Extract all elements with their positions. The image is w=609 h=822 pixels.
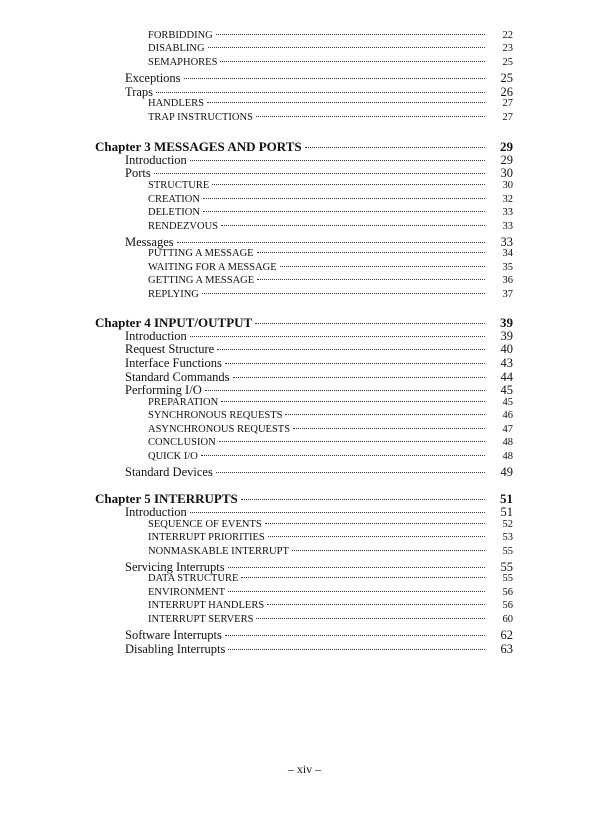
entry-title: Software Interrupts [125, 628, 222, 642]
entry-page-number: 22 [502, 30, 513, 41]
entry-page-number: 52 [502, 519, 513, 530]
page-number-footer: – xiv – [287, 762, 322, 776]
dot-leader [216, 472, 485, 473]
subsection-entry [148, 532, 513, 543]
entry-page-number: 25 [500, 71, 513, 85]
dot-leader [293, 428, 485, 429]
section-entry [125, 505, 513, 520]
section-entry [125, 356, 513, 371]
entry-page-number: 33 [500, 235, 513, 249]
entry-page-number: 62 [500, 628, 513, 642]
entry-page-number: 45 [500, 383, 513, 397]
entry-title: DATA STRUCTURE [148, 573, 239, 584]
dot-leader [207, 102, 485, 103]
dot-leader [268, 536, 485, 537]
entry-title: Messages [125, 235, 174, 249]
entry-page-number: 32 [502, 194, 513, 205]
entry-page-number: 40 [500, 342, 513, 356]
dot-leader [219, 441, 485, 442]
subsection-entry [148, 180, 513, 191]
entry-title: Interface Functions [125, 356, 222, 370]
dot-leader [225, 363, 485, 364]
section-entry [125, 342, 513, 357]
entry-title: Traps [125, 85, 154, 99]
entry-page-number: 39 [500, 315, 513, 330]
entry-page-number: 36 [502, 275, 513, 286]
dot-leader [201, 455, 485, 456]
entry-title: SYNCHRONOUS REQUESTS [148, 410, 283, 421]
entry-page-number: 37 [502, 289, 513, 300]
entry-title: TRAP INSTRUCTIONS [148, 112, 253, 123]
dot-leader [292, 550, 485, 551]
subsection-entry [148, 194, 513, 205]
entry-page-number: 60 [502, 614, 513, 625]
entry-title: SEMAPHORES [148, 57, 218, 68]
dot-leader [190, 160, 485, 161]
section-entry [125, 383, 513, 398]
entry-title: STRUCTURE [148, 180, 210, 191]
dot-leader [285, 414, 485, 415]
dot-leader [205, 390, 485, 391]
dot-leader [256, 618, 485, 619]
entry-title: Performing I/O [125, 383, 202, 397]
entry-title: QUICK I/O [148, 451, 198, 462]
dot-leader [212, 184, 485, 185]
dot-leader [305, 147, 485, 148]
entry-title: INTERRUPT SERVERS [148, 614, 254, 625]
dot-leader [256, 116, 485, 117]
dot-leader [220, 61, 485, 62]
dot-leader [267, 604, 485, 605]
subsection-entry [148, 207, 513, 218]
dot-leader [228, 567, 485, 568]
entry-page-number: 63 [500, 642, 513, 656]
entry-title: Servicing Interrupts [125, 560, 225, 574]
section-entry [125, 628, 513, 643]
subsection-entry [148, 546, 513, 557]
subsection-entry [148, 397, 513, 408]
entry-title: Chapter 5 INTERRUPTS [95, 491, 238, 506]
subsection-entry [148, 289, 513, 300]
entry-page-number: 43 [500, 356, 513, 370]
entry-title: RENDEZVOUS [148, 221, 218, 232]
entry-title: WAITING FOR A MESSAGE [148, 262, 277, 273]
entry-title: INTERRUPT PRIORITIES [148, 532, 265, 543]
entry-title: Chapter 4 INPUT/OUTPUT [95, 315, 253, 330]
entry-page-number: 23 [502, 43, 513, 54]
entry-page-number: 30 [500, 166, 513, 180]
entry-page-number: 47 [502, 424, 513, 435]
entry-page-number: 29 [500, 153, 513, 167]
entry-title: ENVIRONMENT [148, 587, 225, 598]
subsection-entry [148, 262, 513, 273]
subsection-entry [148, 410, 513, 421]
entry-page-number: 51 [500, 491, 513, 506]
entry-title: Disabling Interrupts [125, 642, 226, 656]
dot-leader [241, 499, 485, 500]
entry-title: Exceptions [125, 71, 181, 85]
entry-page-number: 26 [500, 85, 513, 99]
entry-title: INTERRUPT HANDLERS [148, 600, 265, 611]
dot-leader [208, 47, 485, 48]
dot-leader [241, 577, 485, 578]
entry-title: DELETION [148, 207, 200, 218]
entry-title: HANDLERS [148, 98, 205, 109]
entry-title: SEQUENCE OF EVENTS [148, 519, 262, 530]
entry-page-number: 55 [502, 573, 513, 584]
dot-leader [265, 523, 485, 524]
subsection-entry [148, 43, 513, 54]
section-entry [125, 642, 513, 657]
dot-leader [280, 266, 485, 267]
subsection-entry [148, 221, 513, 232]
section-entry [125, 71, 513, 86]
entry-page-number: 46 [502, 410, 513, 421]
entry-page-number: 56 [502, 600, 513, 611]
dot-leader [190, 512, 485, 513]
entry-title: ASYNCHRONOUS REQUESTS [148, 424, 291, 435]
entry-title: PREPARATION [148, 397, 219, 408]
dot-leader [233, 377, 485, 378]
subsection-entry [148, 112, 513, 123]
entry-page-number: 56 [502, 587, 513, 598]
dot-leader [228, 649, 485, 650]
entry-page-number: 51 [500, 505, 513, 519]
entry-title: CONCLUSION [148, 437, 216, 448]
entry-page-number: 33 [502, 207, 513, 218]
subsection-entry [148, 519, 513, 530]
subsection-entry [148, 451, 513, 462]
subsection-entry [148, 573, 513, 584]
subsection-entry [148, 614, 513, 625]
entry-page-number: 33 [502, 221, 513, 232]
section-entry [125, 166, 513, 181]
dot-leader [257, 279, 485, 280]
dot-leader [217, 349, 485, 350]
dot-leader [190, 336, 485, 337]
entry-page-number: 55 [500, 560, 513, 574]
subsection-entry [148, 437, 513, 448]
entry-title: CREATION [148, 194, 200, 205]
entry-title: PUTTING A MESSAGE [148, 248, 254, 259]
subsection-entry [148, 248, 513, 259]
entry-title: Standard Devices [125, 465, 213, 479]
entry-page-number: 53 [502, 532, 513, 543]
entry-page-number: 29 [500, 139, 513, 154]
subsection-entry [148, 30, 513, 41]
entry-title: REPLYING [148, 289, 199, 300]
dot-leader [221, 401, 485, 402]
entry-page-number: 44 [500, 370, 513, 384]
entry-title: Chapter 3 MESSAGES AND PORTS [95, 139, 302, 154]
subsection-entry [148, 424, 513, 435]
entry-page-number: 34 [502, 248, 513, 259]
entry-title: Ports [125, 166, 151, 180]
entry-page-number: 25 [502, 57, 513, 68]
dot-leader [221, 225, 485, 226]
entry-title: NONMASKABLE INTERRUPT [148, 546, 289, 557]
section-entry [125, 465, 513, 480]
subsection-entry [148, 600, 513, 611]
dot-leader [216, 34, 485, 35]
entry-page-number: 35 [502, 262, 513, 273]
dot-leader [202, 293, 485, 294]
dot-leader [203, 211, 485, 212]
subsection-entry [148, 57, 513, 68]
entry-title: Standard Commands [125, 370, 230, 384]
subsection-entry [148, 587, 513, 598]
entry-page-number: 48 [502, 437, 513, 448]
entry-page-number: 27 [502, 98, 513, 109]
entry-page-number: 30 [502, 180, 513, 191]
entry-page-number: 55 [502, 546, 513, 557]
dot-leader [184, 78, 485, 79]
subsection-entry [148, 275, 513, 286]
entry-title: Introduction [125, 505, 187, 519]
entry-title: DISABLING [148, 43, 205, 54]
dot-leader [255, 323, 485, 324]
dot-leader [154, 173, 485, 174]
dot-leader [228, 591, 485, 592]
dot-leader [225, 635, 485, 636]
entry-page-number: 39 [500, 329, 513, 343]
dot-leader [203, 198, 485, 199]
dot-leader [257, 252, 485, 253]
entry-page-number: 48 [502, 451, 513, 462]
entry-title: Introduction [125, 153, 187, 167]
entry-title: Request Structure [125, 342, 215, 356]
entry-title: GETTING A MESSAGE [148, 275, 255, 286]
entry-page-number: 49 [500, 465, 513, 479]
dot-leader [177, 242, 485, 243]
entry-page-number: 27 [502, 112, 513, 123]
dot-leader [156, 92, 485, 93]
entry-page-number: 45 [502, 397, 513, 408]
entry-title: Introduction [125, 329, 187, 343]
entry-title: FORBIDDING [148, 30, 213, 41]
subsection-entry [148, 98, 513, 109]
